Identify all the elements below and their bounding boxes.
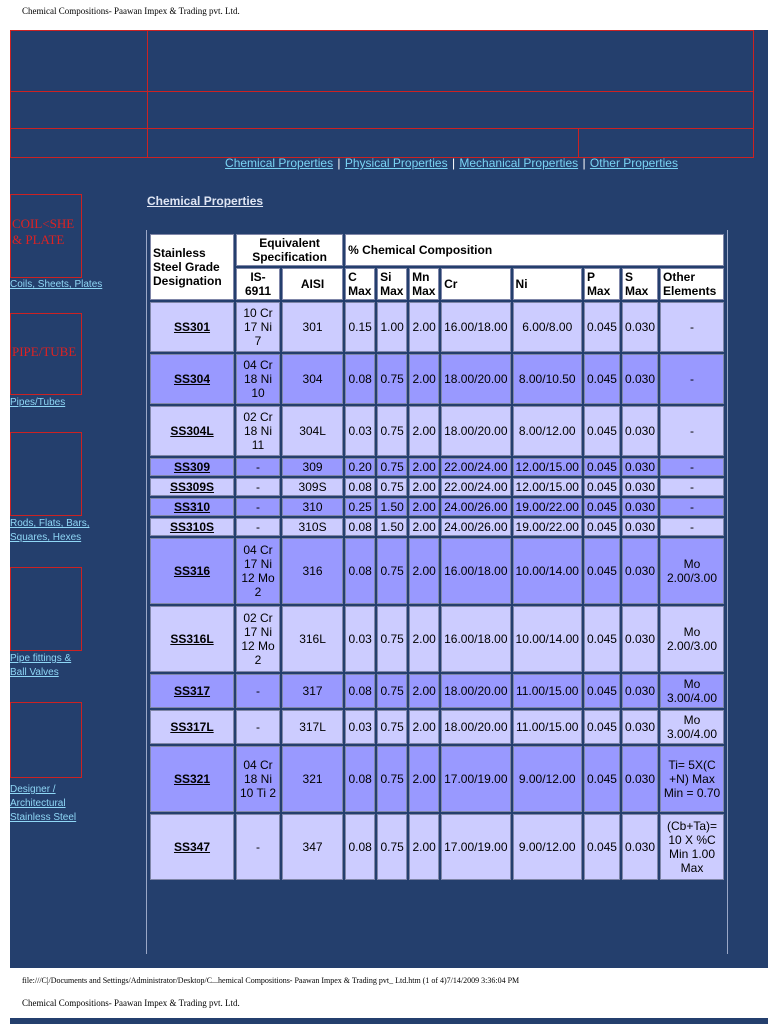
cell-p: 0.045 — [584, 746, 620, 812]
nav-separator: | — [451, 156, 459, 170]
cell-is: - — [236, 458, 280, 476]
cell-si: 0.75 — [377, 458, 407, 476]
grade-link-ss310s[interactable]: SS310S — [169, 520, 215, 534]
cell-other: Ti= 5X(C +N) Max Min = 0.70 — [660, 746, 724, 812]
cell-s: 0.030 — [622, 478, 658, 496]
cell-aisi: 317 — [282, 674, 343, 708]
cell-cr: 24.00/26.00 — [441, 498, 510, 516]
cell-ni: 6.00/8.00 — [513, 302, 582, 352]
cell-other: - — [660, 518, 724, 536]
cell-mn: 2.00 — [409, 814, 439, 880]
cell-aisi: 304L — [282, 406, 343, 456]
next-page-panel-edge — [10, 1018, 768, 1024]
header-frame-row3 — [147, 128, 579, 158]
cell-other: Mo 2.00/3.00 — [660, 606, 724, 672]
cell-is: 04 Cr 17 Ni 12 Mo 2 — [236, 538, 280, 604]
cell-cr: 16.00/18.00 — [441, 302, 510, 352]
cell-s: 0.030 — [622, 814, 658, 880]
cell-aisi: 316L — [282, 606, 343, 672]
table-row — [150, 746, 724, 812]
cell-si: 1.00 — [377, 302, 407, 352]
cell-s: 0.030 — [622, 538, 658, 604]
cell-other: Mo 3.00/4.00 — [660, 674, 724, 708]
cell-aisi: 310 — [282, 498, 343, 516]
cell-p: 0.045 — [584, 406, 620, 456]
sidebar-image-fittings[interactable] — [10, 567, 82, 651]
cell-mn: 2.00 — [409, 498, 439, 516]
cell-ni: 10.00/14.00 — [513, 538, 582, 604]
cell-is: - — [236, 478, 280, 496]
cell-p: 0.045 — [584, 498, 620, 516]
cell-si: 1.50 — [377, 498, 407, 516]
cell-mn: 2.00 — [409, 710, 439, 744]
grade-link-ss301[interactable]: SS301 — [173, 320, 211, 334]
cell-other: (Cb+Ta)= 10 X %C Min 1.00 Max — [660, 814, 724, 880]
cell-cr: 18.00/20.00 — [441, 354, 510, 404]
cell-grade — [150, 302, 234, 352]
cell-p: 0.045 — [584, 814, 620, 880]
header-c: C Max — [345, 268, 375, 300]
cell-aisi: 317L — [282, 710, 343, 744]
nav-separator: | — [582, 156, 589, 170]
sidebar-link-designer[interactable]: Designer / Architectural Stainless Steel — [10, 784, 77, 823]
cell-other: - — [660, 354, 724, 404]
header-ni: Ni — [513, 268, 582, 300]
cell-p: 0.045 — [584, 302, 620, 352]
cell-p: 0.045 — [584, 354, 620, 404]
cell-cr: 18.00/20.00 — [441, 674, 510, 708]
footer-file-path: file:///C|/Documents and Settings/Administrator/Desktop/C...hemical Compositions- Paawan Impex & Trading pvt_ Ltd.htm (1 of 4)7/14/2009 3:36:04 PM — [22, 976, 520, 985]
cell-c: 0.08 — [345, 538, 375, 604]
table-row — [150, 538, 724, 604]
header-si: Si Max — [377, 268, 407, 300]
cell-p: 0.045 — [584, 710, 620, 744]
header-aisi: AISI — [282, 268, 343, 300]
header-equivalent: Equivalent Specification — [236, 234, 343, 266]
cell-is: 02 Cr 18 Ni 11 — [236, 406, 280, 456]
header-composition: % Chemical Composition — [345, 234, 724, 266]
cell-ni: 12.00/15.00 — [513, 458, 582, 476]
cell-s: 0.030 — [622, 458, 658, 476]
cell-is: - — [236, 710, 280, 744]
cell-p: 0.045 — [584, 674, 620, 708]
nav-physical-properties[interactable]: Physical Properties — [344, 156, 448, 170]
cell-other: - — [660, 302, 724, 352]
cell-cr: 24.00/26.00 — [441, 518, 510, 536]
grade-link-ss310[interactable]: SS310 — [173, 500, 211, 514]
cell-ni: 9.00/12.00 — [513, 746, 582, 812]
table-row — [150, 458, 724, 476]
header-cr: Cr — [441, 268, 510, 300]
cell-s: 0.030 — [622, 498, 658, 516]
cell-p: 0.045 — [584, 538, 620, 604]
cell-ni: 10.00/14.00 — [513, 606, 582, 672]
cell-ni: 19.00/22.00 — [513, 498, 582, 516]
cell-s: 0.030 — [622, 674, 658, 708]
header-frame-row2-left — [10, 91, 148, 129]
cell-is: - — [236, 814, 280, 880]
header-other: Other Elements — [660, 268, 724, 300]
cell-s: 0.030 — [622, 302, 658, 352]
cell-aisi: 309S — [282, 478, 343, 496]
cell-si: 0.75 — [377, 606, 407, 672]
cell-other: - — [660, 498, 724, 516]
cell-ni: 12.00/15.00 — [513, 478, 582, 496]
header-s: S Max — [622, 268, 658, 300]
table-row — [150, 674, 724, 708]
header-is: IS-6911 — [236, 268, 280, 300]
cell-si: 0.75 — [377, 710, 407, 744]
cell-aisi: 310S — [282, 518, 343, 536]
cell-aisi: 316 — [282, 538, 343, 604]
cell-cr: 16.00/18.00 — [441, 606, 510, 672]
sidebar-link-pipes[interactable]: Pipes/Tubes — [10, 397, 66, 408]
cell-p: 0.045 — [584, 478, 620, 496]
cell-is: - — [236, 498, 280, 516]
cell-mn: 2.00 — [409, 406, 439, 456]
cell-si: 0.75 — [377, 814, 407, 880]
header-frame-left — [10, 30, 148, 92]
cell-is: - — [236, 518, 280, 536]
cell-si: 0.75 — [377, 406, 407, 456]
cell-c: 0.08 — [345, 478, 375, 496]
cell-c: 0.08 — [345, 674, 375, 708]
cell-s: 0.030 — [622, 354, 658, 404]
cell-is: 10 Cr 17 Ni 7 — [236, 302, 280, 352]
cell-other: - — [660, 478, 724, 496]
cell-grade — [150, 538, 234, 604]
cell-is: - — [236, 674, 280, 708]
cell-mn: 2.00 — [409, 518, 439, 536]
sidebar-link-coils[interactable]: Coils, Sheets, Plates — [10, 279, 103, 290]
grade-link-ss309s[interactable]: SS309S — [169, 480, 215, 494]
cell-p: 0.045 — [584, 518, 620, 536]
cell-is: 04 Cr 18 Ni 10 Ti 2 — [236, 746, 280, 812]
cell-grade — [150, 354, 234, 404]
grade-link-ss316[interactable]: SS316 — [173, 564, 211, 578]
grade-link-ss309[interactable]: SS309 — [173, 460, 211, 474]
cell-mn: 2.00 — [409, 478, 439, 496]
cell-mn: 2.00 — [409, 538, 439, 604]
table-row — [150, 498, 724, 516]
cell-c: 0.08 — [345, 354, 375, 404]
cell-c: 0.20 — [345, 458, 375, 476]
table-row — [150, 518, 724, 536]
cell-mn: 2.00 — [409, 458, 439, 476]
sidebar-image-pipes-alt: PIPE/TUBE — [12, 344, 77, 359]
cell-ni: 11.00/15.00 — [513, 674, 582, 708]
cell-c: 0.03 — [345, 406, 375, 456]
cell-other: Mo 2.00/3.00 — [660, 538, 724, 604]
grade-link-ss304[interactable]: SS304 — [173, 372, 211, 386]
cell-grade — [150, 498, 234, 516]
cell-aisi: 309 — [282, 458, 343, 476]
grade-link-ss316l[interactable]: SS316L — [170, 632, 214, 646]
cell-s: 0.030 — [622, 518, 658, 536]
cell-cr: 17.00/19.00 — [441, 814, 510, 880]
sidebar-image-designer[interactable] — [10, 702, 82, 778]
cell-aisi: 304 — [282, 354, 343, 404]
grade-link-ss317[interactable]: SS317 — [173, 684, 211, 698]
cell-mn: 2.00 — [409, 302, 439, 352]
cell-s: 0.030 — [622, 710, 658, 744]
cell-cr: 18.00/20.00 — [441, 710, 510, 744]
sidebar-link-fittings[interactable]: Pipe fittings & Ball Valves — [10, 653, 72, 678]
cell-mn: 2.00 — [409, 354, 439, 404]
cell-mn: 2.00 — [409, 606, 439, 672]
cell-mn: 2.00 — [409, 746, 439, 812]
cell-p: 0.045 — [584, 458, 620, 476]
table-row — [150, 478, 724, 496]
cell-p: 0.045 — [584, 606, 620, 672]
nav-separator: | — [337, 156, 344, 170]
cell-grade — [150, 406, 234, 456]
cell-s: 0.030 — [622, 406, 658, 456]
footer-page-title: Chemical Compositions- Paawan Impex & Trading pvt. Ltd. — [22, 998, 240, 1008]
cell-grade — [150, 674, 234, 708]
cell-grade — [150, 814, 234, 880]
cell-aisi: 321 — [282, 746, 343, 812]
cell-is: 02 Cr 17 Ni 12 Mo 2 — [236, 606, 280, 672]
header-frame-row3-right — [578, 128, 754, 158]
chemical-composition-table — [148, 232, 726, 882]
cell-grade — [150, 518, 234, 536]
page-header: Chemical Compositions- Paawan Impex & Trading pvt. Ltd. — [22, 6, 240, 16]
cell-si: 0.75 — [377, 746, 407, 812]
header-p: P Max — [584, 268, 620, 300]
cell-si: 0.75 — [377, 478, 407, 496]
cell-s: 0.030 — [622, 746, 658, 812]
sidebar-image-rods[interactable] — [10, 432, 82, 516]
cell-s: 0.030 — [622, 606, 658, 672]
cell-grade — [150, 710, 234, 744]
table-row — [150, 710, 724, 744]
cell-grade — [150, 478, 234, 496]
cell-c: 0.15 — [345, 302, 375, 352]
grade-link-ss321[interactable]: SS321 — [173, 772, 211, 786]
cell-si: 0.75 — [377, 354, 407, 404]
nav-mechanical-properties[interactable]: Mechanical Properties — [459, 156, 579, 170]
cell-c: 0.03 — [345, 606, 375, 672]
sidebar-link-rods[interactable]: Rods, Flats, Bars, Squares, Hexes — [10, 518, 90, 543]
cell-c: 0.08 — [345, 746, 375, 812]
top-navigation — [0, 156, 768, 170]
cell-ni: 8.00/10.50 — [513, 354, 582, 404]
section-title-chemical-properties[interactable]: Chemical Properties — [147, 194, 264, 208]
nav-chemical-properties[interactable]: Chemical Properties — [225, 156, 334, 170]
header-frame-row2 — [147, 91, 754, 129]
cell-is: 04 Cr 18 Ni 10 — [236, 354, 280, 404]
cell-si: 0.75 — [377, 674, 407, 708]
cell-c: 0.08 — [345, 518, 375, 536]
nav-other-properties[interactable]: Other Properties — [589, 156, 678, 170]
header-mn: Mn Max — [409, 268, 439, 300]
grade-link-ss347[interactable]: SS347 — [173, 840, 211, 854]
table-row — [150, 606, 724, 672]
header-grade: Stainless Steel Grade Designation — [150, 234, 234, 300]
cell-other: Mo 3.00/4.00 — [660, 710, 724, 744]
cell-cr: 22.00/24.00 — [441, 458, 510, 476]
cell-c: 0.03 — [345, 710, 375, 744]
cell-grade — [150, 458, 234, 476]
cell-grade — [150, 746, 234, 812]
cell-cr: 16.00/18.00 — [441, 538, 510, 604]
sidebar-image-coils-alt: COIL<SHE & PLATE — [12, 216, 75, 247]
header-frame-row3-left — [10, 128, 148, 158]
table-row — [150, 814, 724, 880]
cell-c: 0.25 — [345, 498, 375, 516]
cell-si: 1.50 — [377, 518, 407, 536]
cell-cr: 18.00/20.00 — [441, 406, 510, 456]
table-row — [150, 406, 724, 456]
grade-link-ss304l[interactable]: SS304L — [170, 424, 214, 438]
cell-aisi: 347 — [282, 814, 343, 880]
cell-cr: 17.00/19.00 — [441, 746, 510, 812]
cell-cr: 22.00/24.00 — [441, 478, 510, 496]
cell-other: - — [660, 406, 724, 456]
cell-other: - — [660, 458, 724, 476]
table-row — [150, 302, 724, 352]
cell-si: 0.75 — [377, 538, 407, 604]
grade-link-ss317l[interactable]: SS317L — [170, 720, 214, 734]
header-frame-banner — [147, 30, 754, 92]
cell-c: 0.08 — [345, 814, 375, 880]
cell-ni: 11.00/15.00 — [513, 710, 582, 744]
cell-ni: 9.00/12.00 — [513, 814, 582, 880]
cell-mn: 2.00 — [409, 674, 439, 708]
table-row — [150, 354, 724, 404]
cell-aisi: 301 — [282, 302, 343, 352]
cell-ni: 19.00/22.00 — [513, 518, 582, 536]
cell-ni: 8.00/12.00 — [513, 406, 582, 456]
cell-grade — [150, 606, 234, 672]
